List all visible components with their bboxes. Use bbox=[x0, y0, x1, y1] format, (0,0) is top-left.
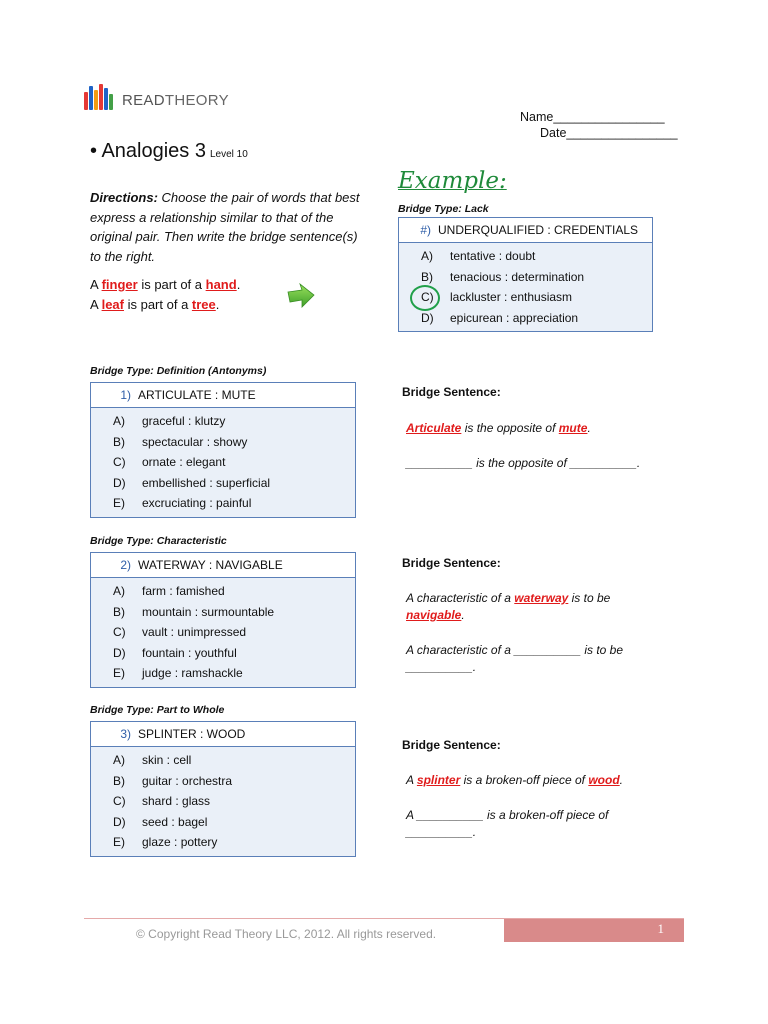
page-number: 1 bbox=[657, 921, 664, 936]
option-d: D) epicurean : appreciation bbox=[421, 310, 579, 325]
level-label: Level 10 bbox=[209, 149, 248, 160]
answer-circle bbox=[410, 285, 440, 311]
q3-pair: SPLINTER : WOOD bbox=[138, 727, 246, 741]
example-question-header: #) UNDERQUALIFIED : CREDENTIALS bbox=[399, 218, 652, 243]
q1-bridge-title: Bridge Sentence: bbox=[402, 385, 501, 399]
option-b[interactable]: B) mountain : surmountable bbox=[113, 604, 275, 619]
green-arrow-icon bbox=[285, 280, 317, 312]
q2-header: 2) WATERWAY : NAVIGABLE bbox=[91, 553, 355, 578]
q2-bridge-type: Bridge Type: Characteristic bbox=[90, 535, 227, 547]
intro-example-line-1: A finger is part of a hand. bbox=[90, 277, 241, 292]
q3-blank-sentence[interactable]: A __________ is a broken-off piece of __________. bbox=[406, 808, 609, 839]
example-pair: UNDERQUALIFIED : CREDENTIALS bbox=[438, 223, 639, 237]
q3-box bbox=[90, 721, 356, 857]
option-a[interactable]: A) farm : famished bbox=[113, 584, 225, 599]
option-e[interactable]: E) glaze : pottery bbox=[113, 835, 218, 850]
example-bridge-type: Bridge Type: Lack bbox=[398, 203, 489, 215]
directions: Directions: Choose the pair of words that best express a relationship similar to that of the original pair. Then write the bridge sentence(s) to the right. bbox=[90, 190, 360, 264]
q3-options bbox=[91, 747, 355, 856]
page-number-bar bbox=[504, 919, 684, 942]
q2-blank-sentence[interactable]: A characteristic of a __________ is to be __________. bbox=[406, 643, 624, 674]
option-a[interactable]: A) skin : cell bbox=[113, 753, 192, 768]
q2-box bbox=[90, 552, 356, 688]
option-e[interactable]: E) excruciating : painful bbox=[113, 496, 252, 511]
option-d[interactable]: D) seed : bagel bbox=[113, 814, 208, 829]
page-title: • Analogies 3 Level 10 bbox=[90, 140, 248, 162]
logo-wordmark: READTHEORY bbox=[122, 92, 229, 109]
q1-box bbox=[90, 382, 356, 518]
option-a: A) tentative : doubt bbox=[421, 249, 536, 264]
date-field: Date________________ bbox=[540, 126, 678, 140]
q2-bridge-sentence: A characteristic of a waterway is to be navigable. bbox=[406, 591, 611, 622]
q1-blank-sentence[interactable]: __________ is the opposite of __________. bbox=[406, 456, 641, 470]
name-field: Name________________ bbox=[520, 110, 665, 124]
option-b: B) tenacious : determination bbox=[421, 269, 585, 284]
option-d[interactable]: D) embellished : superficial bbox=[113, 475, 271, 490]
q1-options bbox=[91, 408, 355, 517]
option-c[interactable]: C) vault : unimpressed bbox=[113, 625, 247, 640]
option-b[interactable]: B) spectacular : showy bbox=[113, 434, 248, 449]
q1-bridge-sentence: Articulate is the opposite of mute. bbox=[406, 421, 591, 435]
q1-header: 1) ARTICULATE : MUTE bbox=[91, 383, 355, 408]
option-b[interactable]: B) guitar : orchestra bbox=[113, 773, 233, 788]
q2-options bbox=[91, 578, 355, 687]
q2-bridge-title: Bridge Sentence: bbox=[402, 556, 501, 570]
option-c[interactable]: C) ornate : elegant bbox=[113, 455, 226, 470]
example-question-box bbox=[398, 217, 653, 332]
q2-pair: WATERWAY : NAVIGABLE bbox=[138, 558, 283, 572]
example-options bbox=[399, 243, 652, 331]
option-a[interactable]: A) graceful : klutzy bbox=[113, 414, 226, 429]
q1-bridge-type: Bridge Type: Definition (Antonyms) bbox=[90, 365, 267, 377]
q3-header: 3) SPLINTER : WOOD bbox=[91, 722, 355, 747]
intro-example-line-2: A leaf is part of a tree. bbox=[90, 297, 220, 312]
q3-bridge-type: Bridge Type: Part to Whole bbox=[90, 704, 225, 716]
q1-pair: ARTICULATE : MUTE bbox=[138, 388, 256, 402]
option-c: C) lackluster : enthusiasm bbox=[421, 290, 573, 305]
books-icon bbox=[84, 84, 116, 110]
option-e[interactable]: E) judge : ramshackle bbox=[113, 666, 243, 681]
copyright: © Copyright Read Theory LLC, 2012. All rights reserved. bbox=[136, 927, 437, 941]
option-d[interactable]: D) fountain : youthful bbox=[113, 645, 237, 660]
option-c[interactable]: C) shard : glass bbox=[113, 794, 211, 809]
q3-bridge-sentence: A splinter is a broken-off piece of wood. bbox=[406, 773, 623, 787]
q3-bridge-title: Bridge Sentence: bbox=[402, 738, 501, 752]
example-heading: Example: bbox=[398, 168, 507, 194]
